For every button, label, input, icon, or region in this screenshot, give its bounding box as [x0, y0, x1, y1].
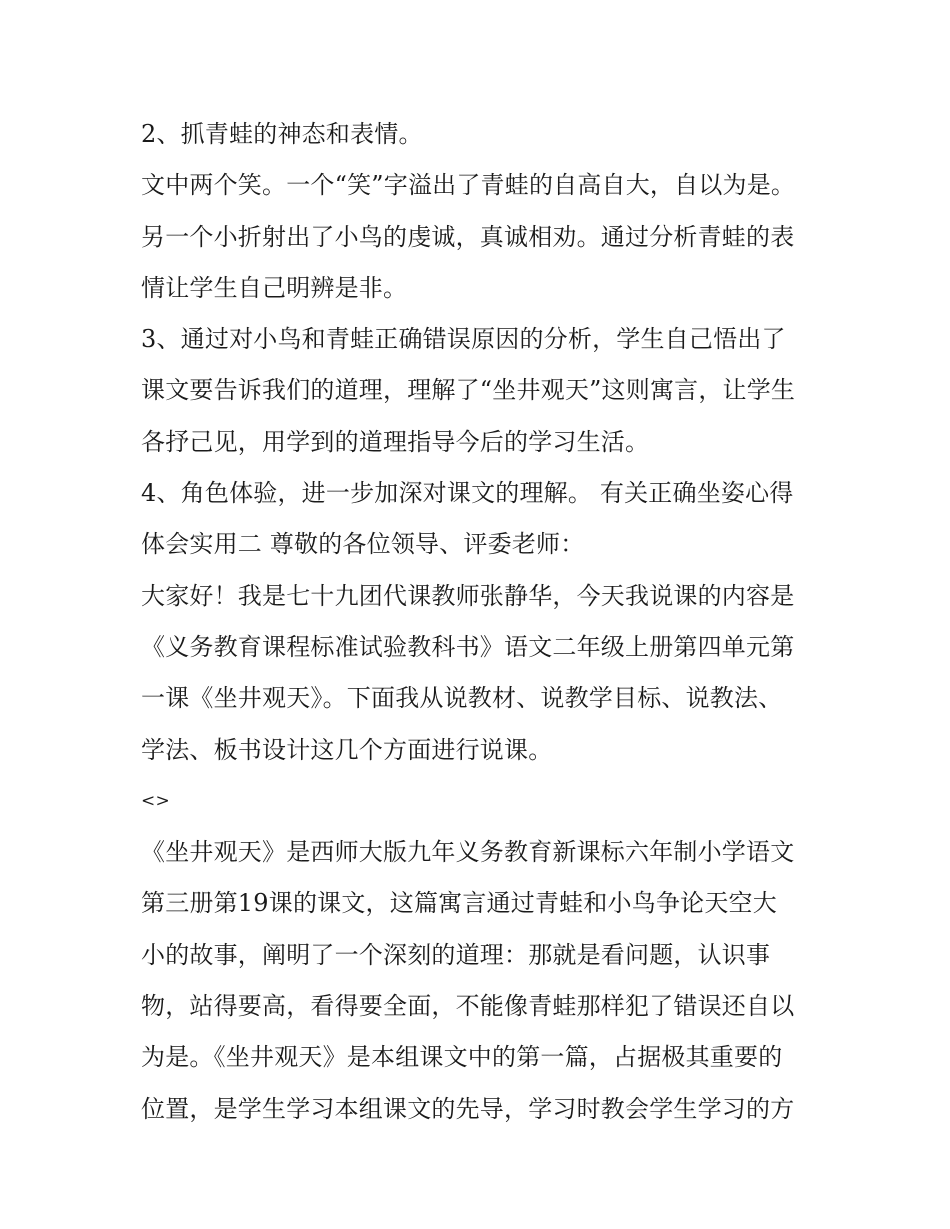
text-line-14: <> [141, 790, 170, 811]
text-line-17: 小的故事，阐明了一个深刻的道理：那就是看问题，认识事 [141, 940, 771, 969]
text-line-3: 另一个小折射出了小鸟的虔诚，真诚相劝。通过分析青蛙的表 [141, 222, 795, 251]
text-line-1: 2、抓青蛙的神态和表情。 [141, 120, 423, 148]
document-body [141, 109, 821, 1135]
text-line-16: 第三册第19课的课文，这篇寓言通过青蛙和小鸟争论天空大 [141, 889, 777, 918]
text-line-11: 《义务教育课程标准试验教科书》语文二年级上册第四单元第 [141, 632, 795, 661]
text-line-15: 《坐井观天》是西师大版九年义务教育新课标六年制小学语文 [141, 838, 795, 867]
text-line-4: 情让学生自己明辨是非。 [141, 273, 408, 302]
text-line-18: 物，站得要高，看得要全面，不能像青蛙那样犯了错误还自以 [141, 992, 795, 1021]
text-line-20: 位置，是学生学习本组课文的先导，学习时教会学生学习的方 [141, 1094, 795, 1123]
text-line-12: 一课《坐井观天》。下面我从说教材、说教学目标、说教法、 [141, 684, 783, 713]
text-line-6: 课文要告诉我们的道理，理解了“坐井观天”这则寓言，让学生 [141, 376, 796, 405]
text-line-19: 为是。《坐井观天》是本组课文中的第一篇，占据极其重要的 [141, 1043, 783, 1072]
text-line-9: 体会实用二 尊敬的各位领导、评委老师： [141, 530, 585, 559]
text-line-13: 学法、板书设计这几个方面进行说课。 [141, 735, 553, 764]
text-line-8: 4、角色体验，进一步加深对课文的理解。 有关正确坐姿心得 [141, 479, 794, 508]
text-line-2: 文中两个笑。一个“笑”字溢出了青蛙的自高自大，自以为是。 [141, 171, 796, 200]
text-line-7: 各抒己见，用学到的道理指导今后的学习生活。 [141, 427, 650, 456]
text-line-5: 3、通过对小鸟和青蛙正确错误原因的分析，学生自己悟出了 [141, 325, 786, 354]
text-line-10: 大家好！我是七十九团代课教师张静华，今天我说课的内容是 [141, 581, 795, 610]
